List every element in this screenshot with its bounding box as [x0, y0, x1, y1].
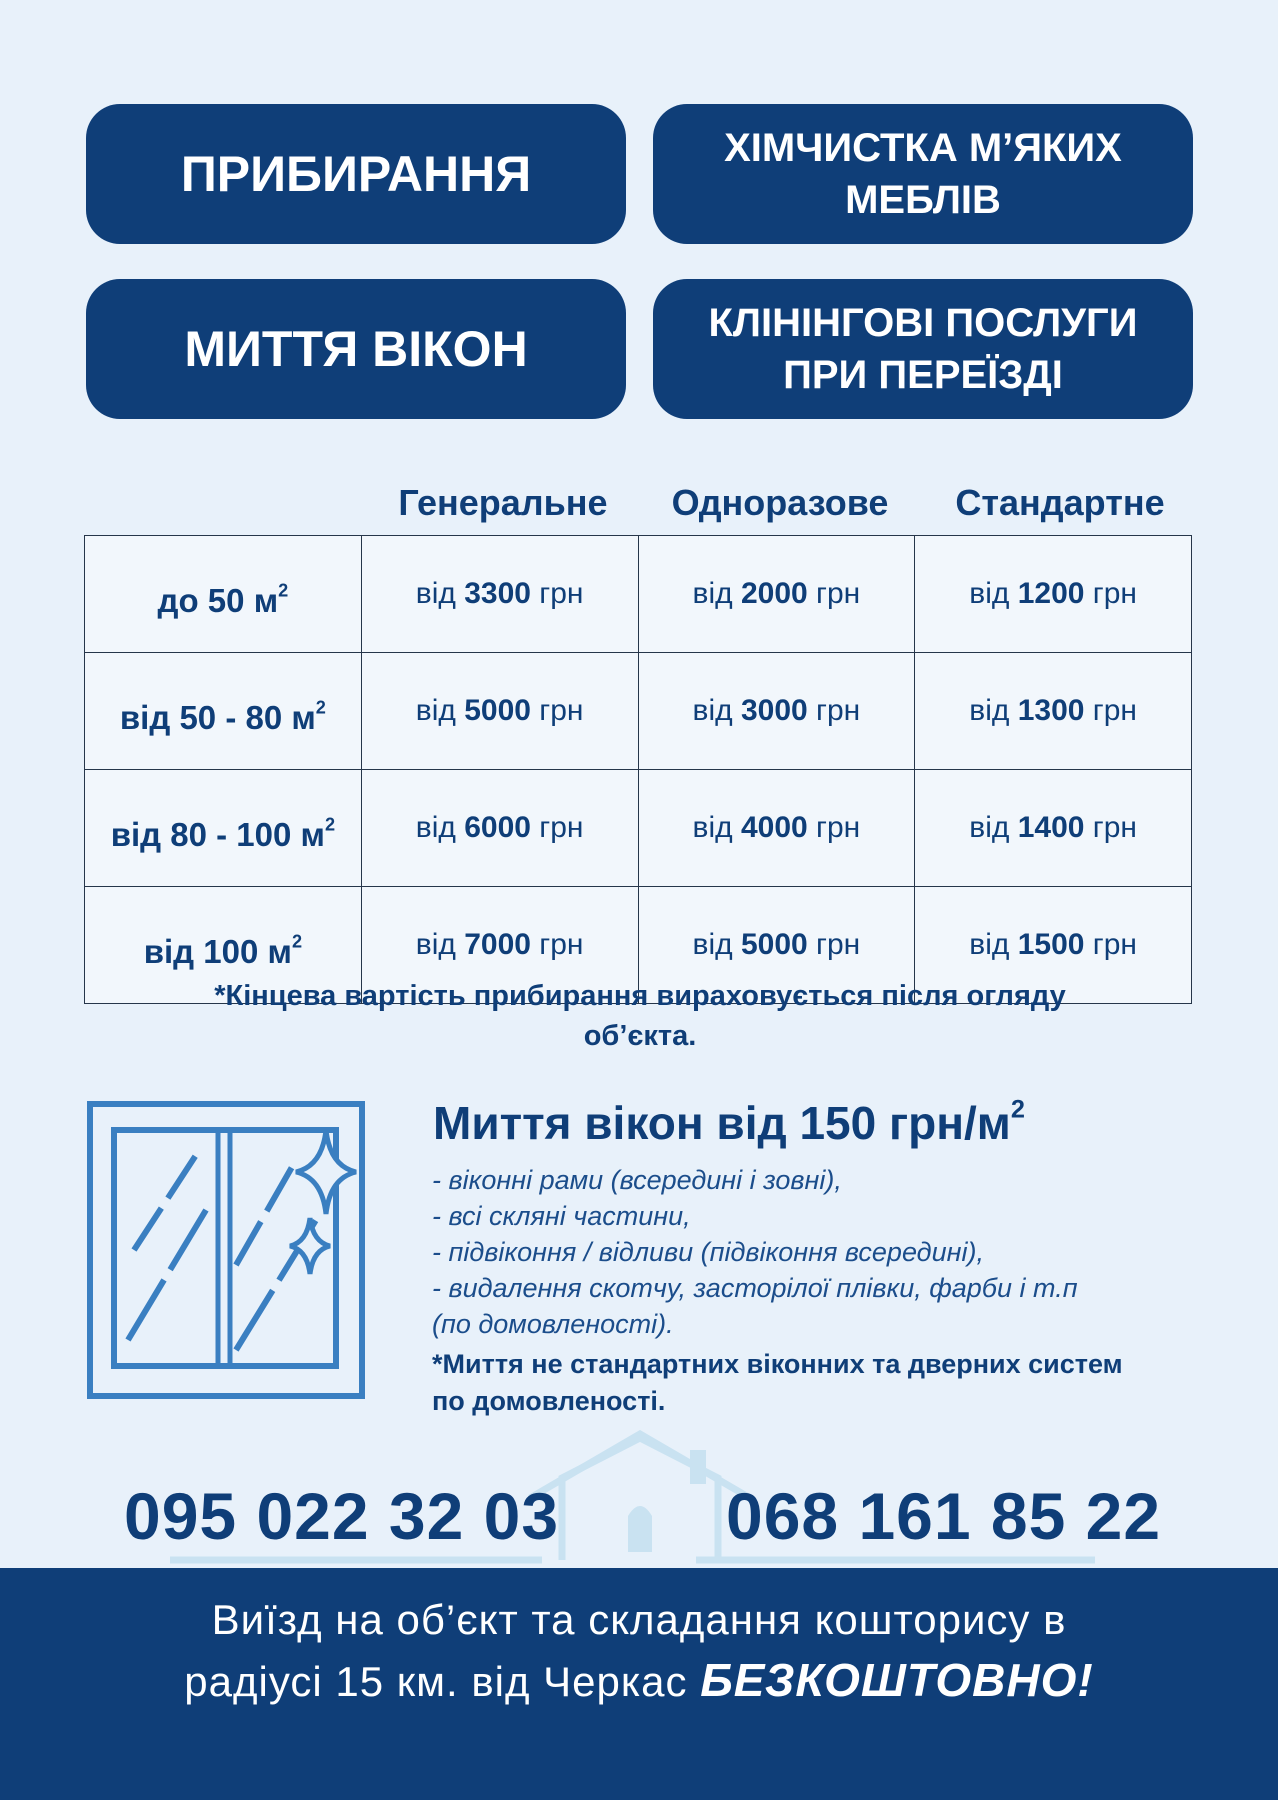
- column-header-standard: Стандартне: [955, 482, 1165, 523]
- windows-title-text: Миття вікон від 150 грн/м: [433, 1097, 1011, 1149]
- area-value: до 50: [157, 582, 245, 619]
- price-currency: грн: [539, 694, 584, 727]
- price-prefix: від: [415, 811, 456, 844]
- service-tile-window-washing: [86, 279, 626, 419]
- price-value: 2000: [740, 577, 808, 610]
- price-prefix: від: [415, 694, 456, 727]
- price-cell: [915, 653, 1192, 770]
- price-currency: грн: [1092, 811, 1137, 844]
- price-note: [120, 976, 1160, 1056]
- footer-line1: Виїзд на об’єкт та складання кошторису в: [211, 1596, 1067, 1643]
- price-currency: грн: [816, 694, 861, 727]
- price-prefix: від: [969, 928, 1010, 961]
- service-tile-cleaning: [86, 104, 626, 244]
- windows-service-list: [432, 1162, 1192, 1342]
- service-tile-moving-cleaning: [653, 279, 1193, 419]
- price-prefix: від: [692, 577, 733, 610]
- windows-note-line2: по домовленості.: [432, 1386, 666, 1416]
- service-tile-label-line2: МЕБЛІВ: [845, 178, 1001, 222]
- price-value: 1300: [1017, 694, 1085, 727]
- area-unit: м: [291, 699, 316, 736]
- price-cell: [915, 770, 1192, 887]
- price-currency: грн: [539, 577, 584, 610]
- table-row: [85, 653, 1192, 770]
- table-row: [85, 536, 1192, 653]
- footer-free-highlight: БЕЗКОШТОВНО!: [700, 1654, 1094, 1706]
- list-item: (по домовленості).: [432, 1309, 674, 1339]
- price-value: 5000: [740, 928, 808, 961]
- area-unit: м: [253, 582, 279, 619]
- table-row: [85, 770, 1192, 887]
- phone-number-1[interactable]: 095 022 32 03: [124, 1479, 560, 1553]
- price-currency: грн: [816, 928, 861, 961]
- area-value: від 80 - 100: [110, 816, 292, 853]
- area-unit-sup: 2: [324, 814, 336, 835]
- list-item: - видалення скотчу, засторілої плівки, фарби і т.п: [432, 1273, 1078, 1303]
- column-header-general: Генеральне: [398, 482, 608, 523]
- price-value: 3000: [740, 694, 808, 727]
- price-currency: грн: [816, 577, 861, 610]
- footer-banner: [0, 1568, 1278, 1800]
- area-unit-sup: 2: [291, 931, 303, 952]
- price-prefix: від: [969, 577, 1010, 610]
- price-value: 6000: [464, 811, 531, 844]
- column-header-one-time: Одноразове: [671, 482, 889, 523]
- service-tile-label-line1: КЛІНІНГОВІ ПОСЛУГИ: [708, 301, 1138, 345]
- price-prefix: від: [692, 928, 733, 961]
- phone-number-2[interactable]: 068 161 85 22: [726, 1479, 1162, 1553]
- price-value: 5000: [464, 694, 531, 727]
- windows-title-sup: 2: [1010, 1095, 1025, 1124]
- price-table: [84, 535, 1192, 1004]
- price-prefix: від: [692, 811, 733, 844]
- area-cell: [85, 770, 362, 887]
- area-unit: м: [300, 816, 325, 853]
- service-tile-upholstery: [653, 104, 1193, 244]
- price-value: 1400: [1017, 811, 1085, 844]
- area-value: від 100: [143, 933, 259, 970]
- footer-line2-text: радіусі 15 км. від Черкас: [184, 1658, 701, 1705]
- area-unit-sup: 2: [315, 697, 326, 718]
- price-cell: [361, 770, 638, 887]
- price-prefix: від: [692, 694, 733, 727]
- price-prefix: від: [415, 577, 456, 610]
- list-item: - віконні рами (всередині і зовні),: [432, 1165, 842, 1195]
- price-cell: [361, 653, 638, 770]
- service-tile-label-line1: ХІМЧИСТКА М’ЯКИХ: [724, 126, 1122, 170]
- windows-note: [432, 1346, 1222, 1420]
- footer-line2: [0, 1650, 1278, 1712]
- price-currency: грн: [816, 811, 861, 844]
- price-value: 3300: [464, 577, 531, 610]
- area-cell: [85, 653, 362, 770]
- window-icon: [86, 1100, 366, 1400]
- area-unit: м: [267, 933, 292, 970]
- price-note-line2: об’єкта.: [583, 1020, 697, 1052]
- price-note-line1: *Кінцева вартість прибирання вираховується після огляду: [214, 980, 1066, 1012]
- price-currency: грн: [1092, 928, 1137, 961]
- list-item: - всі скляні частини,: [432, 1201, 691, 1231]
- price-cell: [361, 536, 638, 653]
- service-tile-label: ПРИБИРАННЯ: [180, 146, 532, 202]
- list-item: - підвіконня / відливи (підвіконня всередині),: [432, 1237, 984, 1267]
- price-cell: [638, 770, 915, 887]
- windows-note-line1: *Миття не стандартних віконних та дверних систем: [432, 1349, 1123, 1379]
- price-currency: грн: [539, 928, 584, 961]
- price-value: 1500: [1017, 928, 1085, 961]
- price-currency: грн: [1092, 694, 1137, 727]
- area-cell: [85, 536, 362, 653]
- price-value: 7000: [464, 928, 531, 961]
- price-currency: грн: [1092, 577, 1137, 610]
- price-cell: [915, 536, 1192, 653]
- area-value: від 50 - 80: [119, 699, 283, 736]
- price-value: 1200: [1017, 577, 1085, 610]
- price-prefix: від: [969, 811, 1010, 844]
- area-unit-sup: 2: [278, 580, 289, 601]
- windows-title: [433, 1096, 1025, 1150]
- price-currency: грн: [539, 811, 584, 844]
- price-cell: [638, 536, 915, 653]
- service-tile-label-line2: ПРИ ПЕРЕЇЗДІ: [783, 353, 1063, 397]
- price-cell: [638, 653, 915, 770]
- price-prefix: від: [969, 694, 1010, 727]
- price-value: 4000: [740, 811, 808, 844]
- price-prefix: від: [415, 928, 456, 961]
- service-tile-label: МИТТЯ ВІКОН: [184, 321, 528, 377]
